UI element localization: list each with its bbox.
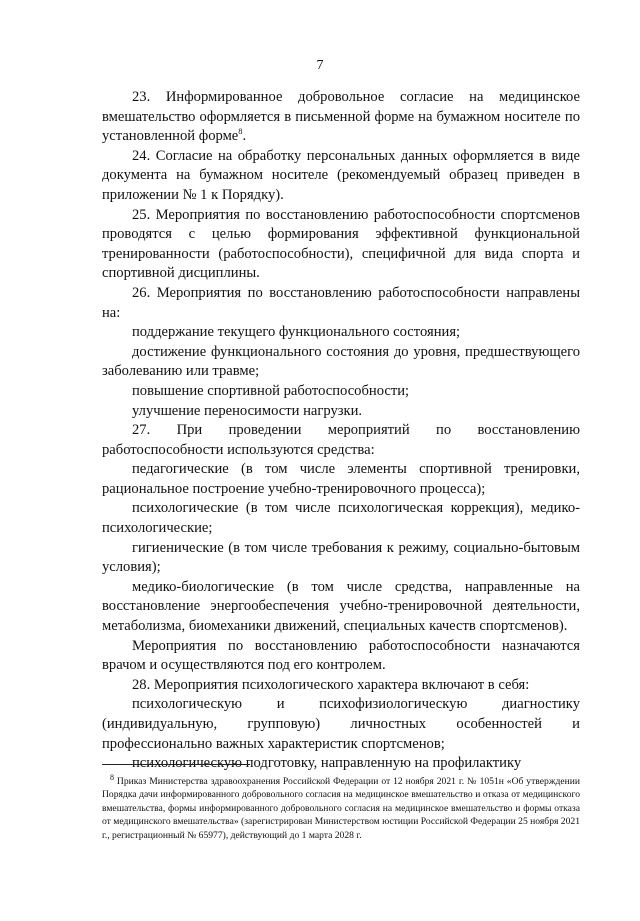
list-item: психологические (в том числе психологическая коррекция), медико-психологические; <box>102 500 580 537</box>
paragraph-27: 27. При проведении мероприятий по восстановлению работоспособности используются средства: <box>102 422 580 458</box>
footnote-divider <box>102 764 250 765</box>
paragraph-26: 26. Мероприятия по восстановлению работоспособности направлены на: <box>102 284 580 321</box>
list-item: гигиенические (в том числе требования к режиму, социально-бытовым условия); <box>102 539 580 576</box>
paragraph-text: 23. Информированное добровольное согласие на медицинское вмешательство оформляется в письменной форме на бумажном носителе по установленной форме <box>102 89 580 145</box>
footnote-marker: 8 <box>110 772 114 782</box>
paragraph-25: 25. Мероприятия по восстановлению работоспособности спортсменов проводятся с целью формирования эффективной функциональной тренированности (работоспособности), специфичной для вида спорта и спортивной дисциплины. <box>102 206 580 282</box>
footnote <box>102 772 580 842</box>
paragraph-tail: . <box>242 128 247 145</box>
paragraph-24: 24. Согласие на обработку персональных данных оформляется в виде документа на бумажном носителе (рекомендуемый образец приведен в приложении № 1 к Порядку). <box>102 147 580 203</box>
list-item: повышение спортивной работоспособности; <box>132 382 410 399</box>
list-item: педагогические (в том числе элементы спортивной тренировки, рациональное построение учебно-тренировочного процесса); <box>102 461 580 497</box>
list-item: улучшение переносимости нагрузки. <box>132 402 363 419</box>
paragraph-prescription: Мероприятия по восстановлению работоспособности назначаются врачом и осуществляются под его контролем. <box>102 637 580 674</box>
list-item: психологическую подготовку, направленную на профилактику <box>132 755 522 772</box>
paragraph-23 <box>102 88 580 147</box>
footnote-text: Приказ Министерства здравоохранения Российской Федерации от 12 ноября 2021 г. № 1051н «Об утверждении Порядка дачи информированного добровольного согласия на медицинское вмешательство и отказа от медицинского вмешательства, формы информированного добровольного согласия на медицинское вмешательство и формы отказа от медицинского вмешательства» (зарегистрирован Министерством юстиции Российской Федерации 25 ноября 2021 г., регистрационный № 65977), действующий до 1 марта 2028 г. <box>102 776 580 841</box>
list-item: психологическую и психофизиологическую диагностику (индивидуальную, групповую) личностных особенностей и профессионально важных характеристик спортсменов; <box>102 696 580 752</box>
list-item: поддержание текущего функционального состояния; <box>132 324 461 341</box>
list-item: медико-биологические (в том числе средства, направленные на восстановление энергообеспечения учебно-тренировочной деятельности, метаболизма, биомеханики движений, специальных качеств спортсменов). <box>102 578 580 635</box>
list-item: достижение функционального состояния до уровня, предшествующего заболеванию или травме; <box>102 343 580 380</box>
body-text <box>102 88 580 774</box>
footnote-reference[interactable]: 8 <box>238 126 243 137</box>
page-number: 7 <box>316 58 324 73</box>
paragraph-28: 28. Мероприятия психологического характера включают в себя: <box>132 676 530 693</box>
